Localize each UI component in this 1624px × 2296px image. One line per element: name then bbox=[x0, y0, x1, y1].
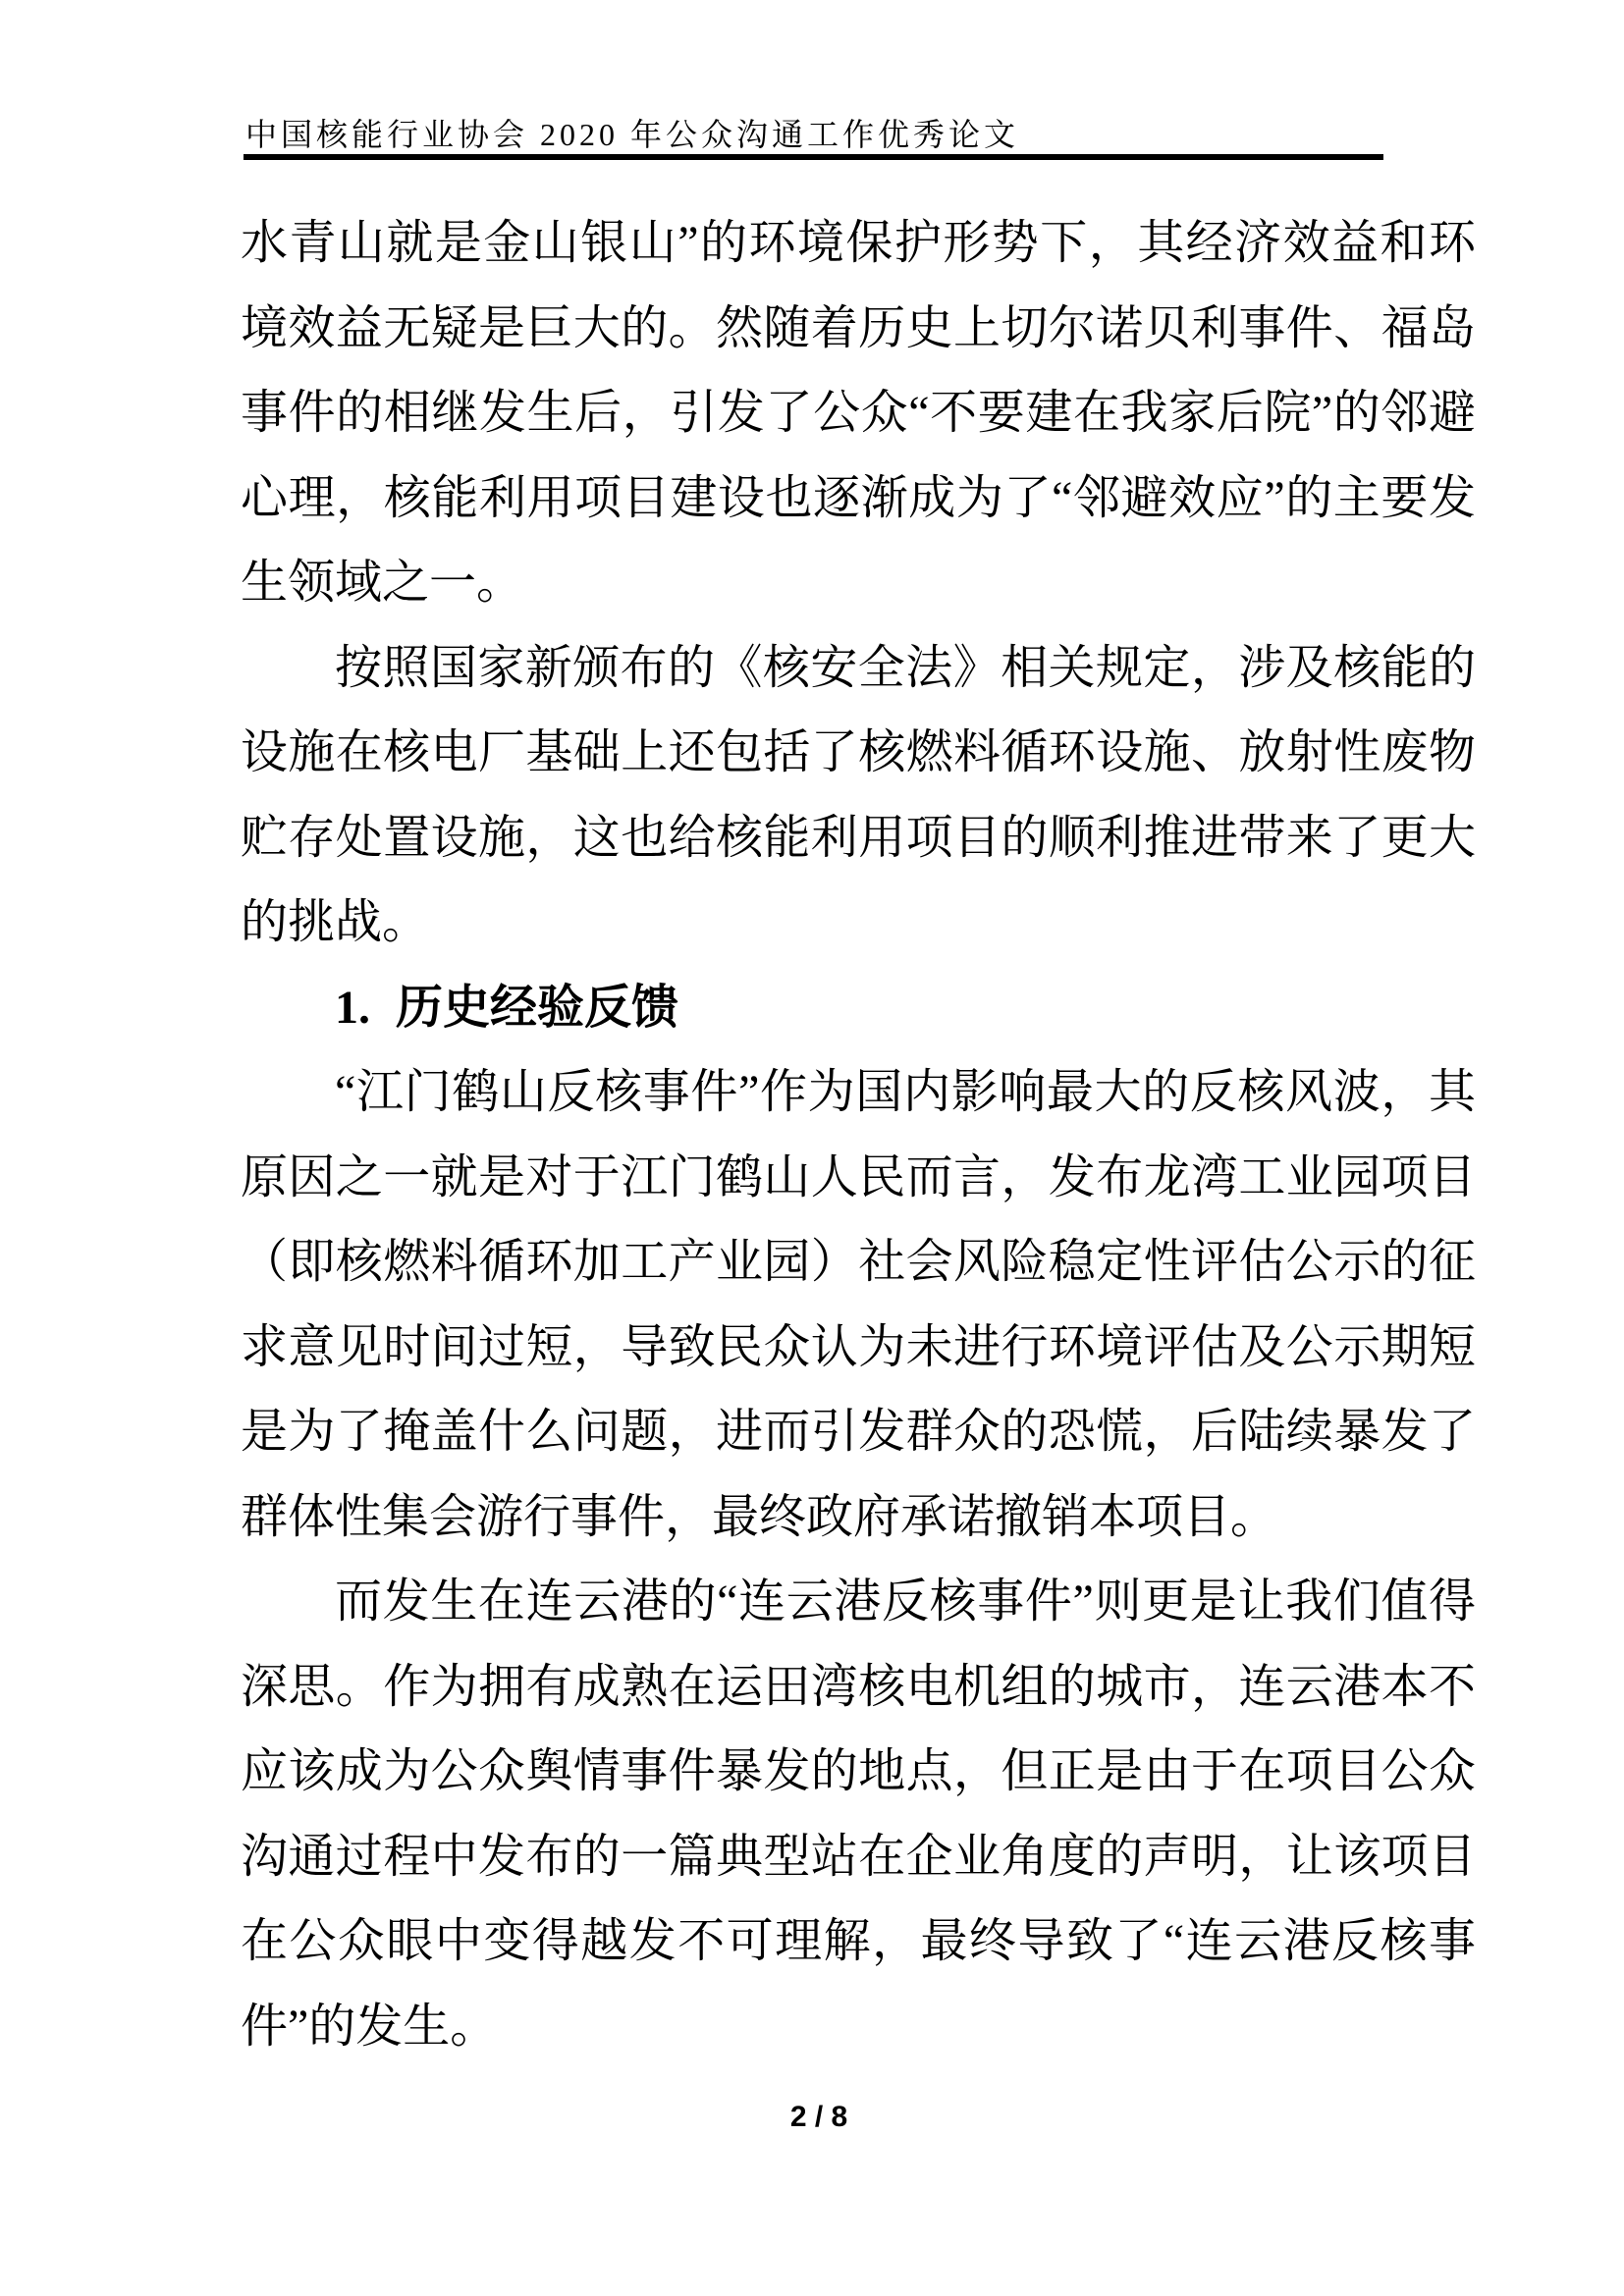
header-divider bbox=[244, 154, 1383, 160]
paragraph: 而发生在连云港的“连云港反核事件”则更是让我们值得深思。作为拥有成熟在运田湾核电机组的城市，连云港本不应该成为公众舆情事件暴发的地点，但正是由于在项目公众沟通过程中发布的一篇典型站在企业角度的声明，让该项目在公众眼中变得越发不可理解，最终导致了“连云港反核事件”的发生。 bbox=[241, 1575, 1476, 2053]
document-body bbox=[241, 201, 1476, 2069]
section-heading-title: 历史经验反馈 bbox=[396, 981, 679, 1034]
page-footer bbox=[0, 2101, 1624, 2134]
page-header bbox=[244, 0, 1383, 160]
paragraph: 按照国家新颁布的《核安全法》相关规定，涉及核能的设施在核电厂基础上还包括了核燃料循环设施、放射性废物贮存处置设施，这也给核能利用项目的顺利推进带来了更大的挑战。 bbox=[241, 641, 1476, 948]
paragraph: “江门鹤山反核事件”作为国内影响最大的反核风波，其原因之一就是对于江门鹤山人民而言，发布龙湾工业园项目（即核燃料循环加工产业园）社会风险稳定性评估公示的征求意见时间过短，导致民众认为未进行环境评估及公示期短是为了掩盖什么问题，进而引发群众的恐慌，后陆续暴发了群体性集会游行事件，最终政府承诺撤销本项目。 bbox=[241, 1066, 1476, 1543]
page-number: 2 / 8 bbox=[789, 2101, 848, 2133]
header-title: 中国核能行业协会 2020 年公众沟通工作优秀论文 bbox=[245, 117, 1020, 152]
section-heading bbox=[241, 966, 1476, 1051]
section-heading-number: 1. bbox=[335, 981, 370, 1034]
paragraph: 水青山就是金山银山”的环境保护形势下，其经济效益和环境效益无疑是巨大的。然随着历史上切尔诺贝利事件、福岛事件的相继发生后，引发了公众“不要建在我家后院”的邻避心理，核能利用项目建设也逐渐成为了“邻避效应”的主要发生领域之一。 bbox=[241, 217, 1476, 609]
